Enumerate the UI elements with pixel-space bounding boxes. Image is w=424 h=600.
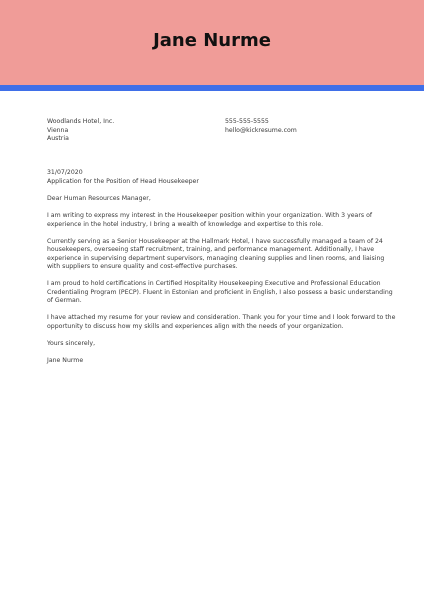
letter-subject: Application for the Position of Head Housekeeper xyxy=(47,177,199,185)
header-banner xyxy=(0,0,424,85)
recipient-company: Woodlands Hotel, Inc. xyxy=(47,118,115,125)
recipient-country: Austria xyxy=(47,135,69,142)
letter-date: 31/07/2020 xyxy=(47,169,83,176)
paragraph-closing: I have attached my resume for your review and consideration. Thank you for your time and I look forward to the opportunity to discuss how my skills and experiences align with the needs of your organization. xyxy=(47,314,396,330)
salutation: Dear Human Resources Manager, xyxy=(47,195,151,202)
letter-meta xyxy=(47,169,199,186)
paragraph-experience: Currently serving as a Senior Housekeeper at the Hallmark Hotel, I have successfully managed a team of 24 housekeepers, overseeing staff recruitment, training, and performance management. Additionally, I have experience in supervising department supervisors, managing cleaning supplies and linen rooms, and liaising with suppliers to ensure quality and cost-effective purchases. xyxy=(47,237,385,270)
sender-contact xyxy=(225,118,297,135)
sender-email: hello@kickresume.com xyxy=(225,126,297,134)
letter-body xyxy=(47,195,397,374)
recipient-city: Vienna xyxy=(47,126,69,134)
closing-phrase: Yours sincerely, xyxy=(47,339,96,347)
applicant-name: Jane Nurme xyxy=(153,30,271,51)
sender-phone: 555-555-5555 xyxy=(225,118,269,125)
paragraph-certifications: I am proud to hold certifications in Certified Hospitality Housekeeping Executive and Professional Education Credentialing Program (PECP). Fluent in Estonian and proficient in English, I also possess a basic understanding of German. xyxy=(47,280,393,304)
signature-name: Jane Nurme xyxy=(47,356,84,364)
paragraph-intro: I am writing to express my interest in the Housekeeper position within your organization. With 3 years of experience in the hotel industry, I bring a wealth of knowledge and expertise to this role. xyxy=(47,212,373,228)
recipient-address xyxy=(47,118,114,144)
accent-divider xyxy=(0,85,424,91)
